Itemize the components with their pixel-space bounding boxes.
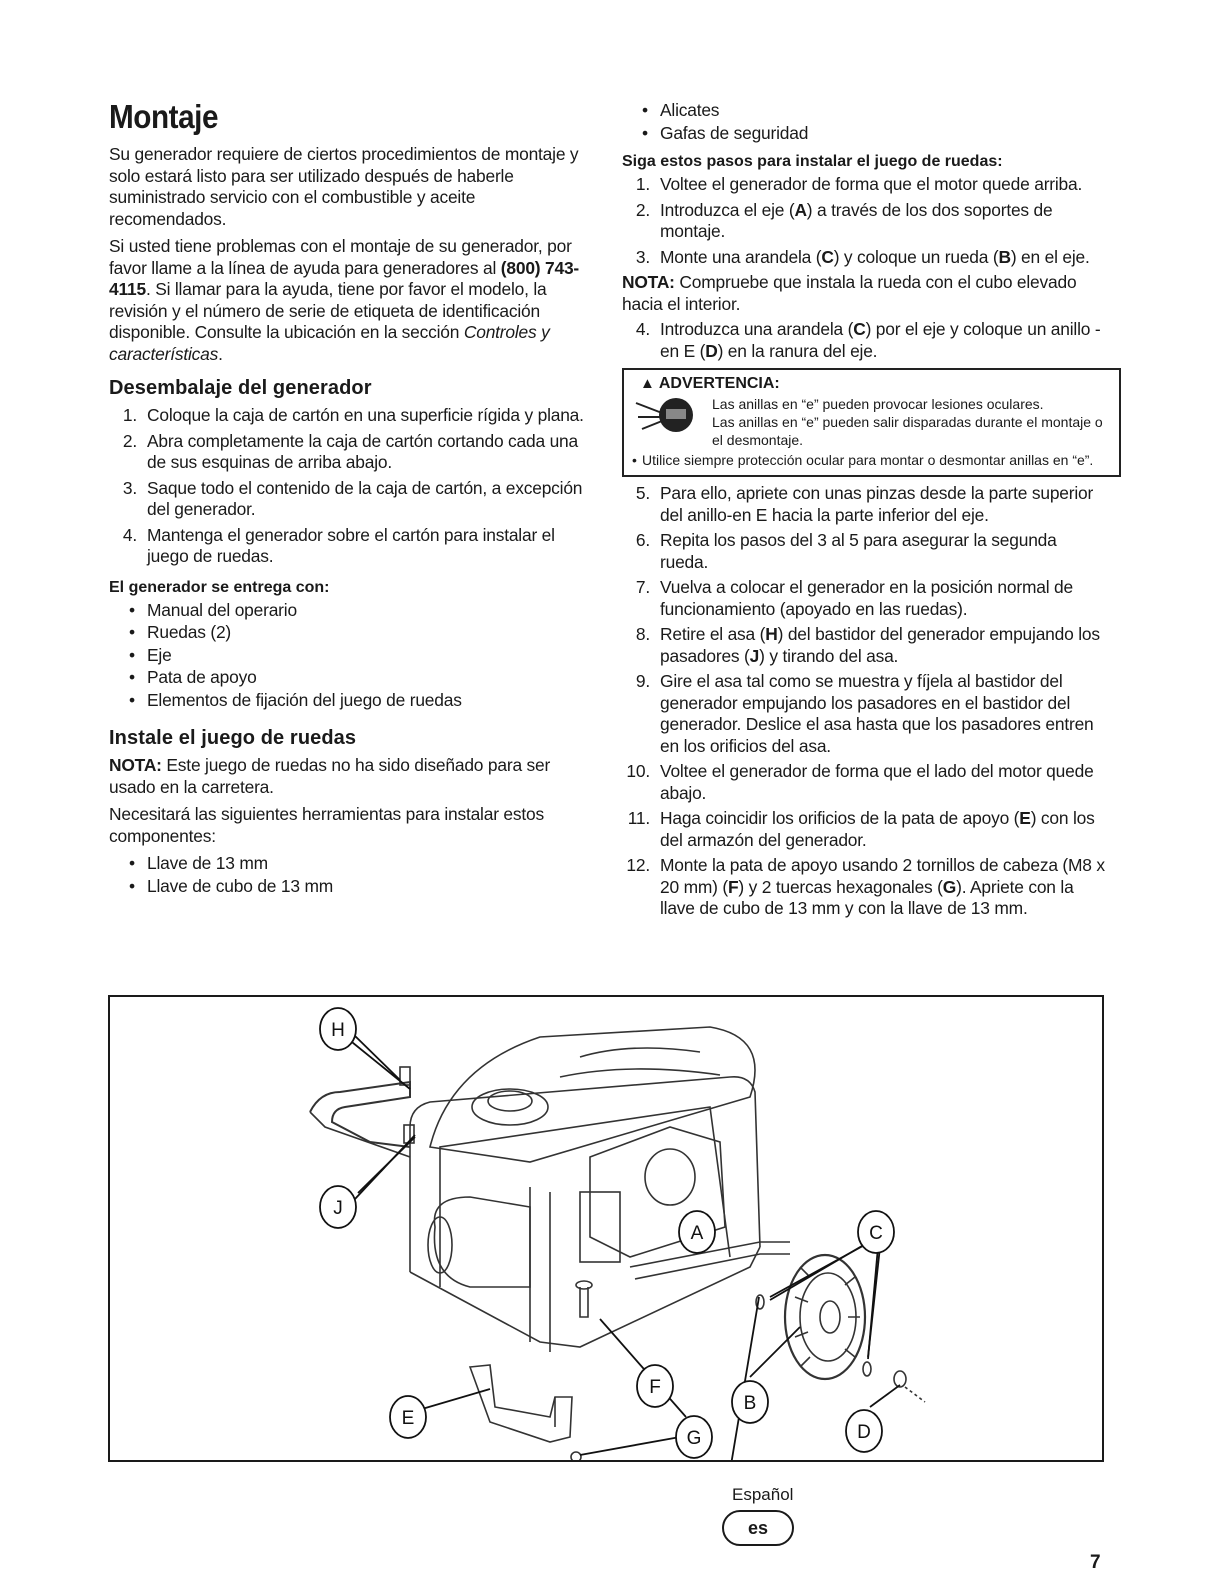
page-title: Montaje: [109, 98, 219, 135]
tools-list: [109, 853, 595, 897]
install-steps-final: [622, 483, 1109, 920]
section-reference: Controles y características: [109, 322, 550, 364]
right-column: [622, 100, 1109, 924]
unpack-heading: Desembalaje del generador: [109, 377, 372, 399]
label-D: D: [857, 1422, 871, 1443]
note-paragraph: NOTA: Este juego de ruedas no ha sido diseñado para ser usado en la carretera.: [109, 755, 551, 797]
list-item: 11. Haga coincidir los orificios de la pata de apoyo (E) con los del armazón del generador.: [627, 808, 1095, 850]
helpline-paragraph: Si usted tiene problemas con el montaje de su generador, por favor llame a la línea de ayuda para generadores al (800) 743-4115. Si llamar para la ayuda, tiene por favor el modelo, la revisión y el número de serie de etiqueta de identificación disponible. Consulte la ubicación en la sección Controles y características.: [109, 236, 580, 364]
list-item: • Eje: [109, 645, 595, 667]
unpack-steps: [109, 405, 595, 568]
left-column: [109, 96, 595, 901]
list-item: 10. Voltee el generador de forma que el lado del motor quede abajo.: [626, 761, 1094, 803]
warning-line-2: Las anillas en “e” pueden salir disparadas durante el montaje o el desmontaje.: [712, 414, 1103, 448]
list-item: 1. Coloque la caja de cartón en una superficie rígida y plana.: [122, 405, 584, 425]
install-steps-cont: [622, 319, 1109, 362]
ships-with-list: [109, 600, 595, 712]
list-item: 6. Repita los pasos del 3 al 5 para asegurar la segunda rueda.: [635, 530, 1057, 572]
note-paragraph: NOTA: Compruebe que instala la rueda con el cubo elevado hacia el interior.: [622, 272, 1077, 314]
list-item: 4. Introduzca una arandela (C) por el eje y coloque un anillo -en E (D) en la ranura del eje.: [635, 319, 1101, 361]
label-B: B: [743, 1393, 757, 1414]
list-item: • Alicates: [622, 100, 1109, 122]
list-item: 2. Introduzca el eje (A) a través de los dos soportes de montaje.: [635, 199, 1053, 241]
ships-with-heading: El generador se entrega con:: [109, 578, 330, 596]
list-item: 2. Abra completamente la caja de cartón cortando cada una de sus esquinas de arriba abajo.: [122, 430, 579, 472]
install-steps: [622, 174, 1109, 268]
list-item: 3. Monte una arandela (C) y coloque un rueda (B) en el eje.: [635, 246, 1090, 267]
leader-D: [870, 1385, 900, 1407]
list-item: 7. Vuelva a colocar el generador en la posición normal de funcionamiento (apoyado en las ruedas).: [635, 577, 1073, 619]
list-item: • Llave de cubo de 13 mm: [109, 876, 595, 898]
label-H: H: [331, 1020, 345, 1041]
list-item: 12. Monte la pata de apoyo usando 2 tornillos de cabeza (M8 x 20 mm) (F) y 2 tuercas hexagonales (G). Apriete con la llave de cubo de 13 mm y con la llave de 13 mm.: [626, 855, 1105, 918]
install-steps-heading: Siga estos pasos para instalar el juego de ruedas:: [622, 153, 1003, 170]
warning-line-1: Las anillas en “e” pueden provocar lesiones oculares.: [712, 396, 1044, 412]
warning-triangle-icon: ▲: [640, 375, 655, 392]
list-item: 8. Retire el asa (H) del bastidor del generador empujando los pasadores (J) y tirando del asa.: [635, 624, 1100, 666]
page-number: 7: [1090, 1552, 1101, 1573]
label-F: F: [649, 1377, 661, 1398]
generator-assembly-illustration: [110, 997, 1104, 1462]
language-label: Español: [732, 1485, 794, 1504]
list-item: • Ruedas (2): [109, 622, 595, 644]
list-item: 4. Mantenga el generador sobre el cartón para instalar el juego de ruedas.: [122, 524, 555, 566]
label-G: G: [686, 1428, 702, 1449]
eye-injury-icon: [632, 395, 712, 449]
label-A: A: [690, 1223, 704, 1244]
assembly-figure: [108, 995, 1104, 1462]
label-C: C: [869, 1223, 883, 1244]
intro-paragraph: Su generador requiere de ciertos procedimientos de montaje y solo estará listo para ser utilizado después de haberle suministrado servicio con el combustible y aceite recomendados.: [109, 144, 579, 229]
list-item: • Elementos de fijación del juego de ruedas: [109, 690, 595, 712]
list-item: 3. Saque todo el contenido de la caja de cartón, a excepción del generador.: [122, 477, 583, 519]
list-item: 1. Voltee el generador de forma que el motor quede arriba.: [635, 174, 1083, 194]
list-item: • Pata de apoyo: [109, 667, 595, 689]
tools-intro: Necesitará las siguientes herramientas para instalar estos componentes:: [109, 804, 544, 846]
list-item: 9. Gire el asa tal como se muestra y fíjela al bastidor del generador empujando los pasadores en el bastidor del generador. Deslice el asa hasta que los pasadores entren en los orificios del asa.: [635, 671, 1094, 756]
warning-bullet: • Utilice siempre protección ocular para montar o desmontar anillas en “e”.: [632, 451, 1111, 469]
list-item: • Manual del operario: [109, 600, 595, 622]
language-badge: es: [722, 1510, 794, 1546]
leader-E: [422, 1389, 490, 1409]
list-item: • Llave de 13 mm: [109, 853, 595, 875]
label-E: E: [401, 1408, 415, 1429]
warning-box: [622, 368, 1121, 477]
list-item: 5. Para ello, apriete con unas pinzas desde la parte superior del anillo-en E hacia la parte inferior del eje.: [635, 483, 1094, 525]
tools-list-continued: [622, 100, 1109, 144]
leader-G: [580, 1437, 680, 1455]
warning-title: ADVERTENCIA:: [658, 375, 780, 392]
list-item: • Gafas de seguridad: [622, 123, 1109, 145]
label-J: J: [333, 1198, 343, 1219]
helpline-phone: (800) 743-4115: [109, 257, 580, 299]
wheel-kit-heading: Instale el juego de ruedas: [109, 727, 357, 749]
